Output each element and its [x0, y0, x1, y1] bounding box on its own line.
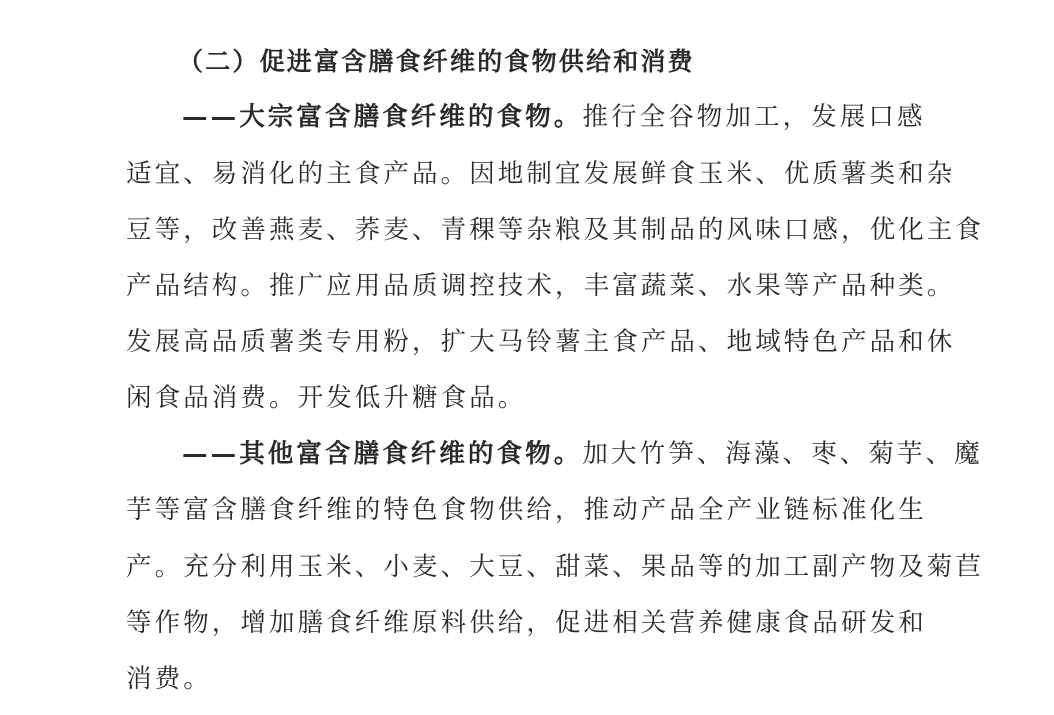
paragraph-1-line-1	[182, 97, 926, 137]
paragraph-1-text: 推行全谷物加工，发展口感	[582, 102, 926, 132]
paragraph-2-line-4: 等作物，增加膳食纤维原料供给，促进相关营养健康食品研发和	[126, 608, 927, 638]
section-heading: （二）促进富含膳食纤维的食物供给和消费	[178, 47, 695, 76]
paragraph-2-text: 加大竹笋、海藻、枣、菊芋、魔	[582, 439, 983, 469]
paragraph-2-line-1	[182, 434, 983, 474]
paragraph-1-line-4: 产品结构。推广应用品质调控技术，丰富蔬菜、水果等产品种类。	[126, 271, 956, 301]
paragraph-1-line-6: 闲食品消费。开发低升糖食品。	[126, 383, 527, 413]
paragraph-1-line-3: 豆等，改善燕麦、荞麦、青稞等杂粮及其制品的风味口感，优化主食	[126, 215, 985, 245]
paragraph-1-line-2: 适宜、易消化的主食产品。因地制宜发展鲜食玉米、优质薯类和杂	[126, 159, 956, 189]
paragraph-2-line-2: 芋等富含膳食纤维的特色食物供给，推动产品全产业链标准化生	[126, 495, 927, 525]
paragraph-1-title: ——大宗富含膳食纤维的食物。	[182, 102, 583, 132]
paragraph-2-line-5: 消费。	[126, 664, 212, 694]
paragraph-2-line-3: 产。充分利用玉米、小麦、大豆、甜菜、果品等的加工副产物及菊苣	[126, 552, 985, 582]
paragraph-1-line-5: 发展高品质薯类专用粉，扩大马铃薯主食产品、地域特色产品和休	[126, 327, 956, 357]
paragraph-2-title: ——其他富含膳食纤维的食物。	[182, 439, 583, 469]
